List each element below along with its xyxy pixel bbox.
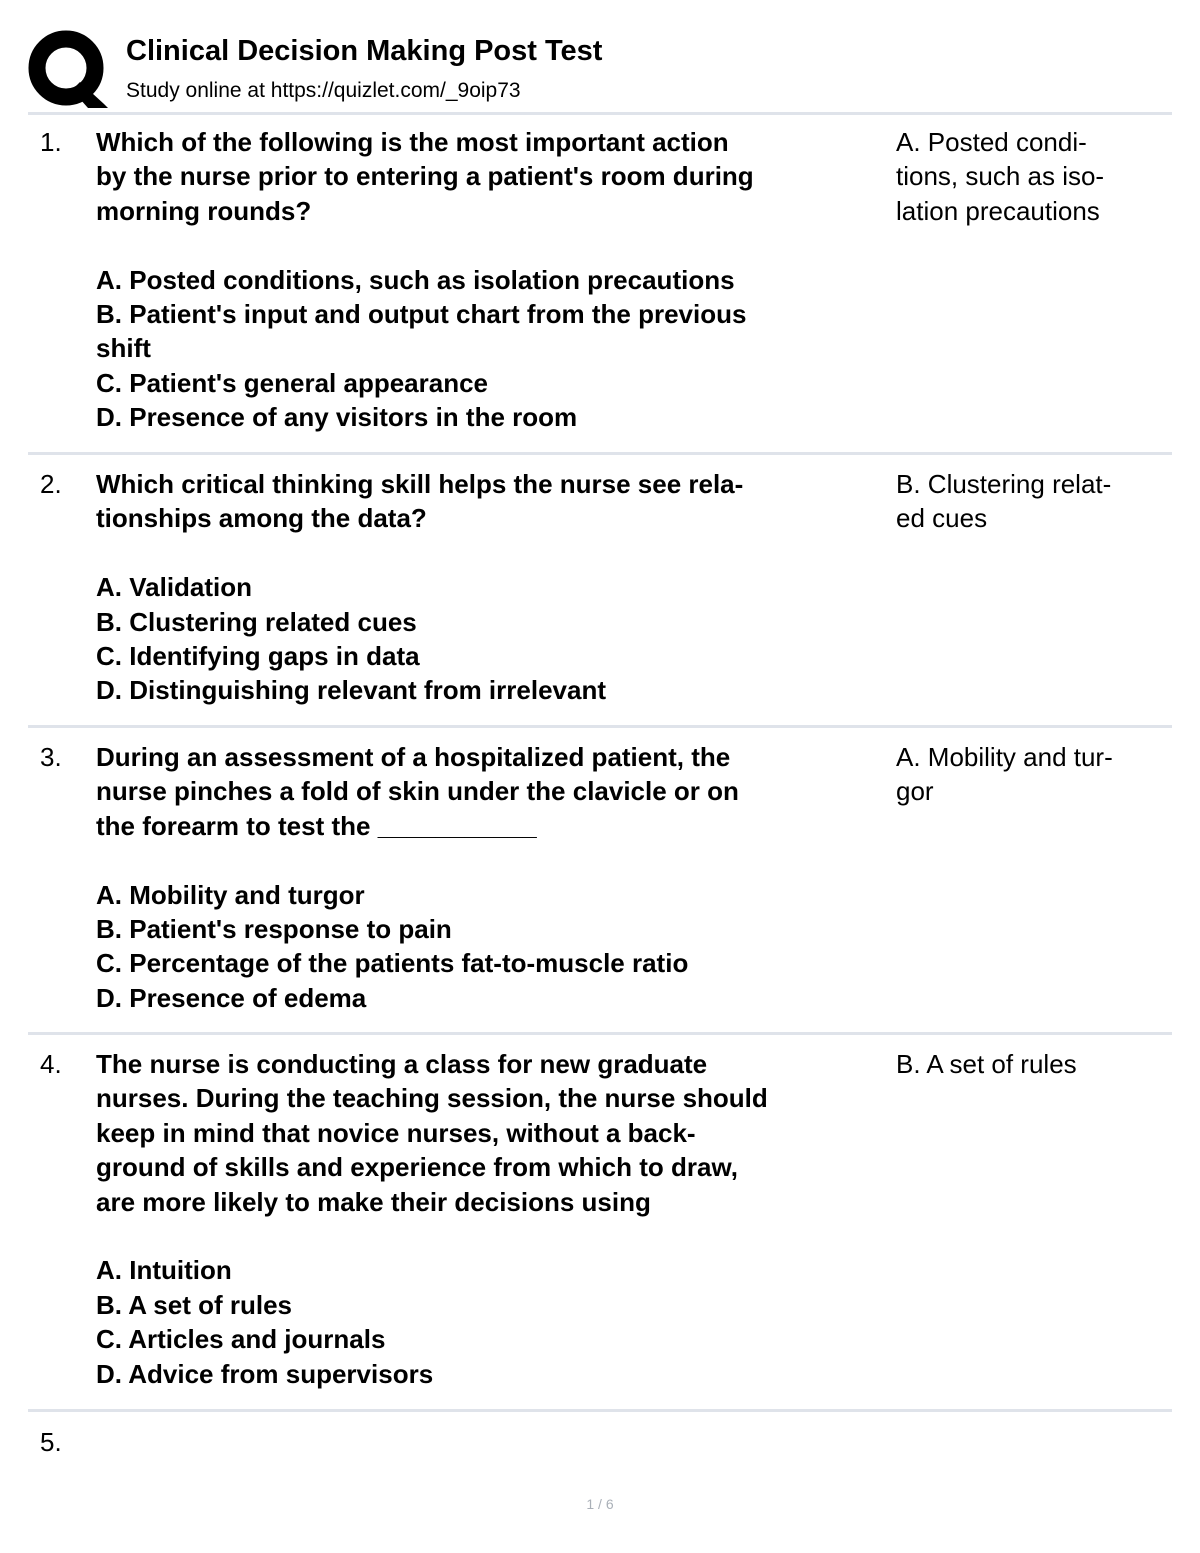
divider [28,725,1172,728]
divider [28,1032,1172,1035]
page-title: Clinical Decision Making Post Test [126,35,603,67]
quizlet-logo-icon [28,30,108,108]
question-text: Which critical thinking skill helps the nurse see rela- tionships among the data? A. Validation B. Clustering related cues C. Identifying gaps in data D. Distinguishing relevant from irrelevant [96,469,744,706]
page-subtitle: Study online at https://quizlet.com/_9oip73 [126,79,521,102]
divider [28,112,1172,115]
question-text: During an assessment of a hospitalized patient, the nurse pinches a fold of skin under the clavicle or on the forearm to test the ___________ A. Mobility and turgor B. Patient's response to pain C. Percentage of the patients fat-to-muscle ratio D. Presence of edema [96,742,739,1013]
answer-text: A. Posted condi- tions, such as iso- lation precautions [896,127,1105,226]
question-number: 3. [40,742,62,772]
answer-text: A. Mobility and tur- gor [896,742,1113,807]
question-number: 4. [40,1049,62,1079]
question-text: Which of the following is the most important action by the nurse prior to entering a patient's room during morning rounds? A. Posted conditions, such as isolation precautions B. Patient's input and output chart from the previous shift C. Patient's general appearance D. Presence of any visitors in the room [96,127,754,433]
answer-text: B. Clustering relat- ed cues [896,469,1112,534]
divider [28,452,1172,455]
answer-text: B. A set of rules [896,1049,1077,1079]
question-number: 2. [40,469,62,499]
divider [28,1409,1172,1412]
question-number: 1. [40,127,62,157]
question-number: 5. [40,1427,62,1457]
question-text: The nurse is conducting a class for new graduate nurses. During the teaching session, the nurse should keep in mind that novice nurses, without a back- ground of skills and experience from which to draw, are more likely to make their decisions using A. Intuition B. A set of rules C. Articles and journals D. Advice from supervisors [96,1049,768,1389]
page-indicator: 1 / 6 [586,1496,614,1512]
